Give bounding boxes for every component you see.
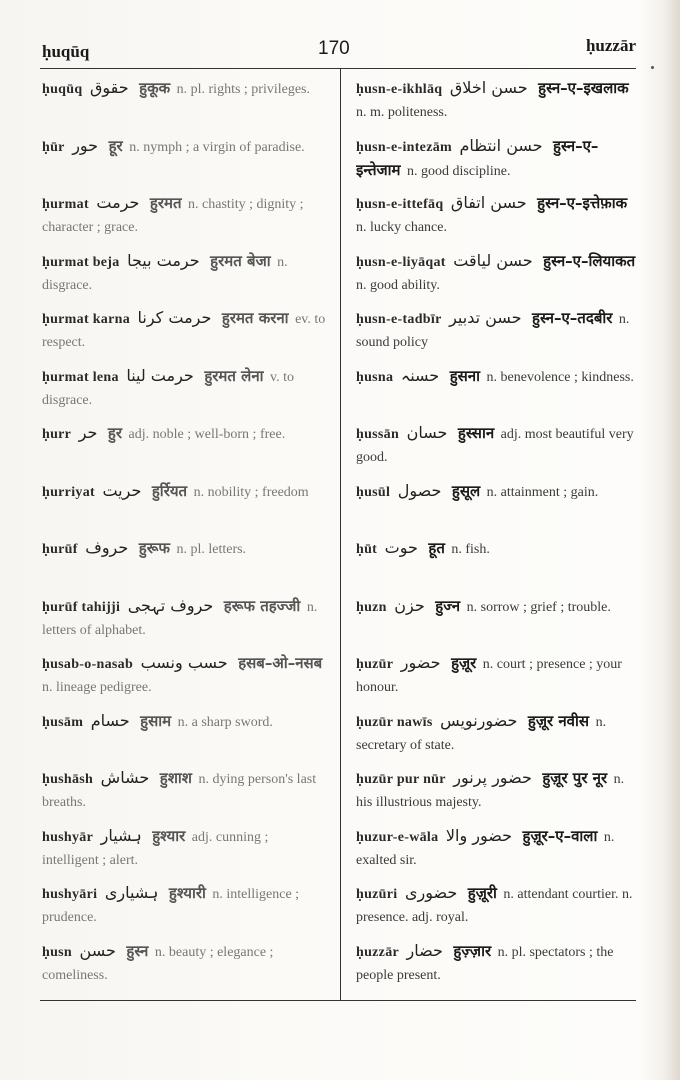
column-divider — [340, 68, 341, 1000]
entry-urdu: ہشیار — [100, 825, 142, 845]
entry-definition: v. to disgrace. — [42, 369, 295, 408]
dictionary-entry — [42, 939, 326, 997]
entry-hindi: हुकूक — [139, 79, 171, 97]
entry-headword: ḥusn-e-liyāqat — [356, 254, 446, 270]
entry-headword: ḥuqūq — [42, 82, 83, 97]
entry-definition: n. dying person's last breaths. — [42, 772, 317, 810]
entry-definition: n. nymph ; a virgin of paradise. — [129, 139, 305, 155]
entry-hindi: हुश्यार — [152, 826, 186, 845]
entry-headword: hushyār — [42, 829, 94, 845]
entry-urdu: حضور پرنور — [453, 768, 532, 787]
entry-headword: ḥussān — [356, 427, 400, 442]
dictionary-entry — [356, 249, 640, 307]
entry-urdu: حسام — [90, 710, 130, 730]
entry-definition: n. m. politeness. — [356, 105, 448, 120]
dictionary-entry — [356, 536, 640, 594]
entry-hindi: हुस्न–ए–इत्तेफ़ाक — [537, 194, 628, 212]
entry-hindi: हरूफ तहज्जी — [223, 596, 301, 615]
entry-headword: ḥurriyat — [42, 484, 95, 500]
dictionary-entry — [42, 709, 326, 767]
entry-definition: n. pl. letters. — [176, 542, 247, 557]
right-guide-word: ḥuzzār — [585, 36, 636, 55]
dictionary-entry — [356, 651, 640, 709]
entry-definition: n. fish. — [451, 542, 490, 557]
entry-hindi: हुस्न–ए–लियाकत — [543, 251, 636, 270]
entry-headword: ḥūr — [42, 139, 65, 155]
entry-headword: ḥūt — [356, 542, 378, 557]
entry-urdu: حسان — [406, 423, 448, 442]
dictionary-entry — [42, 191, 326, 249]
dictionary-entry — [42, 766, 326, 824]
left-guide-word: ḥuqūq — [42, 42, 90, 61]
footer-rule — [40, 1000, 636, 1001]
entry-headword: hushyāri — [42, 887, 98, 902]
dictionary-entry — [42, 651, 326, 709]
entry-definition: n. chastity ; dignity ; character ; grace. — [42, 197, 304, 235]
entry-urdu: حضوری — [404, 883, 458, 902]
entry-headword: ḥusn-e-tadbīr — [356, 312, 442, 327]
entry-hindi: हुरमत करना — [221, 309, 289, 327]
entry-urdu: حسن تدبیر — [449, 308, 522, 327]
entry-definition: n. good ability. — [356, 277, 440, 293]
left-column — [42, 76, 326, 996]
entry-hindi: हुसाम — [140, 711, 172, 730]
entry-hindi: हुस्न — [126, 941, 149, 960]
entry-definition: n. attainment ; gain. — [486, 484, 599, 500]
entry-definition: n. lineage pedigree. — [42, 680, 152, 695]
entry-urdu: حرمت کرنا — [137, 308, 212, 327]
entry-urdu: حسب ونسب — [140, 653, 228, 672]
entry-urdu: حرمت لینا — [126, 365, 194, 385]
entry-definition: adj. noble ; well-born ; free. — [128, 427, 286, 442]
entry-headword: ḥushāsh — [42, 772, 94, 787]
entry-headword: ḥusn-e-ikhlāq — [356, 82, 443, 97]
entry-hindi: हुज़ूर पुर नूर — [542, 769, 608, 787]
entry-hindi: हुज़ूर — [451, 654, 477, 672]
entry-definition: n. nobility ; freedom — [193, 484, 309, 500]
entry-urdu: ہشیاری — [104, 883, 159, 902]
entry-hindi: हुस्न–ए–तदबीर — [531, 309, 613, 327]
entry-definition: n. exalted sir. — [356, 829, 615, 868]
entry-headword: ḥurūf tahijji — [42, 599, 121, 615]
dictionary-entry — [42, 479, 326, 537]
entry-hindi: हुरमत लेना — [204, 366, 264, 385]
entry-hindi: हुर्रियत — [151, 481, 188, 500]
dictionary-entry — [356, 191, 640, 249]
entry-headword: ḥusām — [42, 714, 84, 730]
entry-urdu: حروف — [85, 538, 129, 557]
dictionary-entry — [356, 824, 640, 882]
page-edge-shadow — [664, 0, 680, 1080]
entry-urdu: حرمت بیجا — [127, 250, 200, 270]
entry-hindi: हुज्न — [435, 596, 461, 615]
dictionary-entry — [356, 709, 640, 767]
entry-hindi: हुस्न–ए–इखलाक — [538, 79, 629, 97]
entry-headword: ḥusūl — [356, 484, 391, 500]
dictionary-entry — [42, 76, 326, 134]
entry-headword: ḥusn — [42, 944, 73, 960]
entry-urdu: حسن لیاقت — [453, 250, 533, 270]
entry-definition: n. a sharp sword. — [177, 714, 273, 730]
entry-urdu: حقوق — [89, 78, 129, 97]
page-number: 170 — [318, 38, 350, 59]
entry-urdu: حضار — [406, 940, 443, 960]
right-column — [356, 76, 640, 996]
page-header — [0, 36, 680, 66]
entry-urdu: حسن انتظام — [459, 135, 543, 155]
dictionary-entry — [42, 134, 326, 192]
entry-headword: ḥurmat karna — [42, 312, 130, 327]
entry-urdu: حشاش — [100, 768, 150, 787]
dictionary-entry — [356, 421, 640, 479]
dictionary-entry — [42, 881, 326, 939]
entry-definition: n. disgrace. — [42, 254, 288, 293]
entry-headword: ḥuzūr — [356, 657, 394, 672]
entry-headword: ḥuzūr pur nūr — [356, 772, 446, 787]
entry-headword: ḥusna — [356, 369, 394, 385]
entry-urdu: حروف تہجی — [127, 595, 214, 615]
dictionary-entry — [356, 76, 640, 134]
entry-urdu: حریت — [102, 480, 142, 500]
entry-urdu: حسن اخلاق — [449, 78, 528, 97]
entry-headword: ḥuzur-e-wāla — [356, 829, 439, 845]
entry-urdu: حسن — [79, 940, 116, 960]
entry-urdu: حضورنویس — [440, 710, 518, 730]
scan-speck — [651, 66, 654, 69]
entry-urdu: حضور والا — [445, 825, 513, 845]
dictionary-entry — [42, 364, 326, 422]
dictionary-entry — [356, 134, 640, 192]
dictionary-entry — [356, 364, 640, 422]
dictionary-entry — [356, 881, 640, 939]
entry-hindi: हुस्सान — [457, 424, 495, 442]
entry-hindi: हुसूल — [451, 481, 481, 500]
entry-hindi: हूर — [108, 136, 123, 155]
entry-headword: ḥuzūr nawīs — [356, 714, 433, 730]
entry-headword: ḥurmat lena — [42, 369, 119, 385]
entry-hindi: हुज़ूर–ए–वाला — [522, 826, 598, 845]
entry-hindi: हुशाश — [159, 769, 192, 787]
entry-urdu: حرمت — [96, 193, 140, 212]
entry-headword: ḥuzn — [356, 599, 387, 615]
entry-urdu: حزن — [394, 595, 425, 615]
entry-definition: n. beauty ; elegance ; comeliness. — [42, 944, 274, 983]
dictionary-entry — [42, 421, 326, 479]
entry-definition: n. sorrow ; grief ; trouble. — [466, 599, 611, 615]
entry-headword: ḥuzzār — [356, 944, 400, 960]
entry-definition: adj. cunning ; intelligent ; alert. — [42, 829, 269, 868]
entry-definition: n. pl. rights ; privileges. — [176, 82, 311, 97]
entry-definition: ev. to respect. — [42, 312, 326, 350]
entry-definition: n. good discipline. — [407, 163, 511, 179]
entry-urdu: حور — [72, 135, 99, 155]
entry-urdu: حوت — [384, 538, 418, 557]
entry-hindi: हुज़ूर नवीस — [527, 711, 590, 730]
entry-urdu: حضور — [400, 653, 441, 672]
entry-definition: n. letters of alphabet. — [42, 599, 318, 638]
entry-definition: n. benevolence ; kindness. — [486, 369, 634, 385]
entry-hindi: हुसना — [449, 366, 481, 385]
dictionary-entry — [356, 594, 640, 652]
entry-definition: n. pl. spectators ; the people present. — [356, 944, 614, 983]
dictionary-entry — [42, 824, 326, 882]
entry-definition: n. attendant courtier. n. presence. adj. royal. — [356, 887, 633, 925]
entry-definition: n. secretary of state. — [356, 714, 607, 753]
dictionary-entry — [356, 939, 640, 997]
entry-definition: n. sound policy — [356, 312, 630, 350]
entry-hindi: हुज़ूरी — [467, 884, 497, 902]
dictionary-entry — [42, 249, 326, 307]
entry-hindi: हुज़्ज़ार — [453, 941, 492, 960]
dictionary-entry — [356, 306, 640, 364]
entry-definition: n. court ; presence ; your honour. — [356, 657, 622, 695]
entry-headword: ḥurmat — [42, 197, 89, 212]
dictionary-entry — [356, 766, 640, 824]
entry-headword: ḥurmat beja — [42, 254, 120, 270]
entry-definition: n. lucky chance. — [356, 220, 447, 235]
entry-headword: ḥurūf — [42, 542, 78, 557]
header-rule — [40, 68, 636, 69]
entry-urdu: حر — [78, 423, 98, 442]
entry-headword: ḥusn-e-ittefāq — [356, 197, 444, 212]
entry-headword: ḥuzūri — [356, 887, 398, 902]
entry-definition: adj. most beautiful very good. — [356, 427, 634, 465]
entry-headword: ḥusab-o-nasab — [42, 657, 134, 672]
entry-urdu: حسن اتفاق — [450, 193, 527, 212]
entry-definition: n. his illustrious majesty. — [356, 772, 625, 810]
dictionary-entry — [42, 594, 326, 652]
entry-hindi: हुरूफ — [138, 539, 170, 557]
entry-hindi: हुरमत — [149, 194, 182, 212]
dictionary-entry — [42, 536, 326, 594]
entry-urdu: حصول — [397, 480, 442, 500]
entry-headword: ḥusn-e-intezām — [356, 139, 452, 155]
dictionary-entry — [42, 306, 326, 364]
entry-hindi: हूत — [428, 539, 445, 557]
entry-hindi: हसब–ओ–नसब — [238, 654, 323, 672]
entry-headword: ḥurr — [42, 427, 72, 442]
entry-hindi: हुरमत बेजा — [210, 251, 271, 270]
entry-definition: n. intelligence ; prudence. — [42, 887, 300, 925]
entry-hindi: हुस्न–ए–इन्तेजाम — [356, 136, 599, 179]
entry-urdu: حسنہ — [400, 365, 440, 385]
entry-hindi: हुर — [107, 424, 123, 442]
entry-hindi: हुश्यारी — [168, 884, 206, 902]
dictionary-entry — [356, 479, 640, 537]
